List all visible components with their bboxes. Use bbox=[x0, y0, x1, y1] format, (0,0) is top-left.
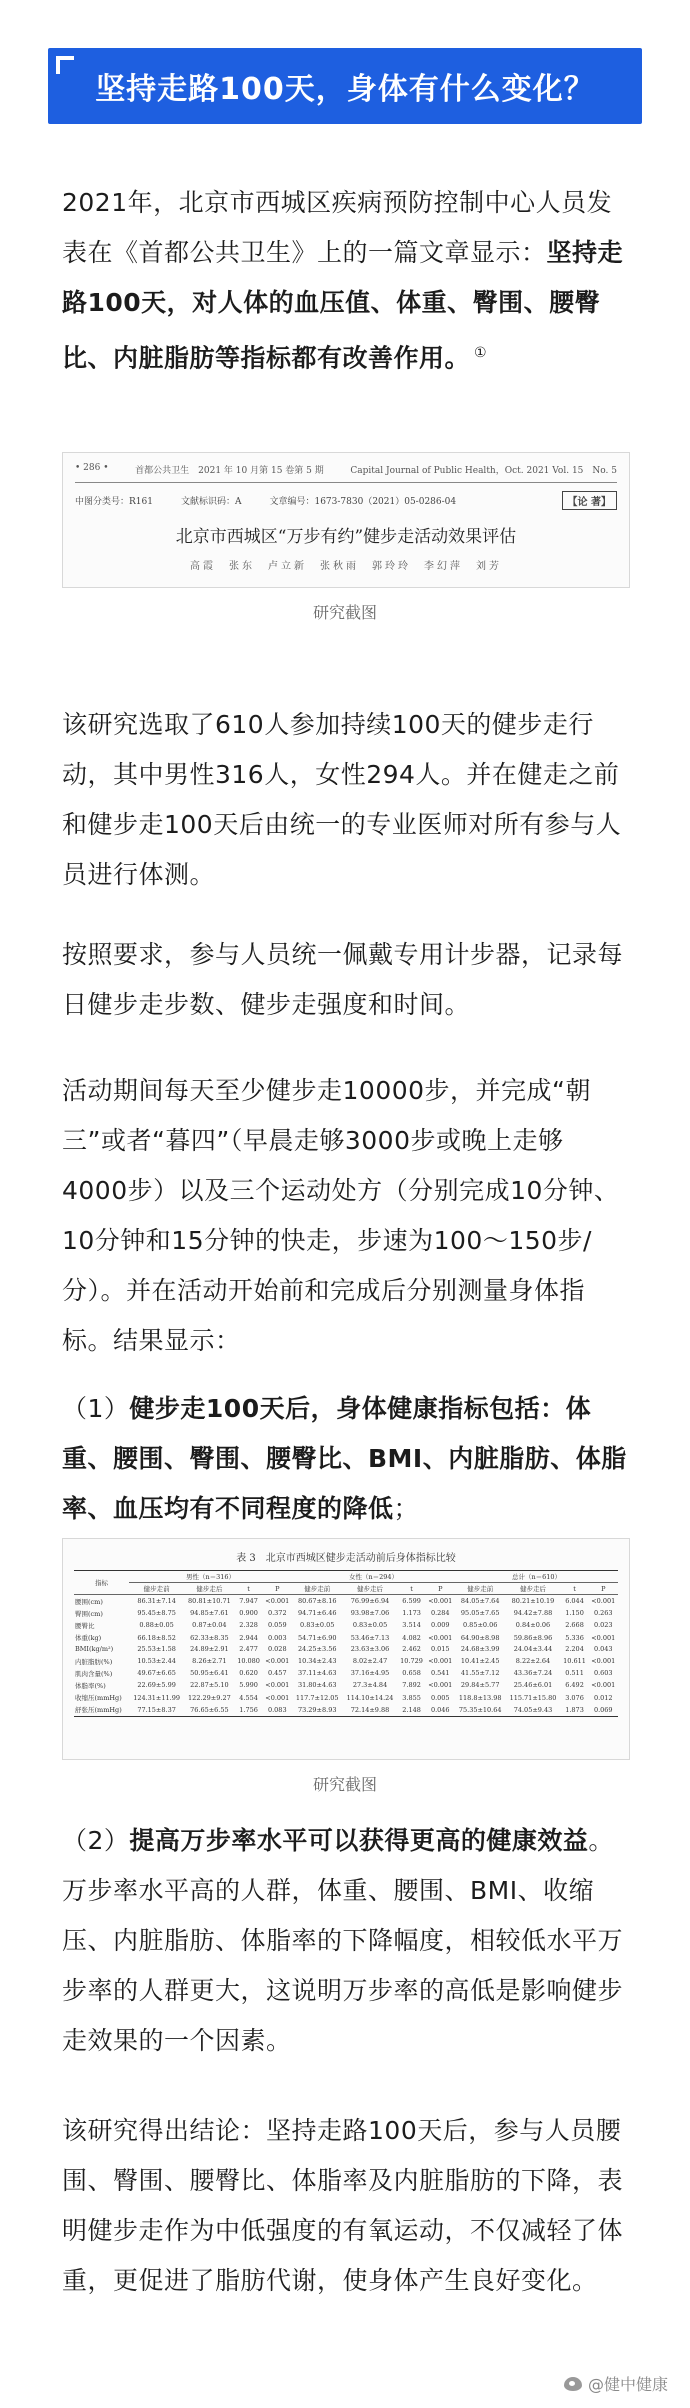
table-cell: <0.001 bbox=[428, 1597, 453, 1606]
table-cell: 25.46±6.01 bbox=[513, 1681, 553, 1690]
table-cell: 124.31±11.99 bbox=[133, 1693, 180, 1702]
table-cell: 59.86±8.96 bbox=[513, 1633, 553, 1642]
table-header-cell: 健步走前 bbox=[129, 1583, 184, 1595]
table-cell: 0.263 bbox=[593, 1609, 613, 1618]
table-cell: 0.005 bbox=[430, 1693, 450, 1702]
table-cell: 24.04±3.44 bbox=[513, 1645, 553, 1654]
table-cell: 10.729 bbox=[400, 1657, 423, 1666]
table-cell: 41.55±7.12 bbox=[460, 1669, 500, 1678]
table-cell: 0.003 bbox=[267, 1633, 287, 1642]
result-2-number: （2） bbox=[62, 1826, 130, 1855]
table-cell: 10.34±2.43 bbox=[297, 1657, 337, 1666]
table-cell: 0.028 bbox=[267, 1645, 287, 1654]
table-cell: 80.81±10.71 bbox=[188, 1597, 231, 1606]
table-cell: 0.284 bbox=[430, 1609, 450, 1618]
table-row-label: 收缩压(mmHg) bbox=[75, 1694, 122, 1703]
table-caption: 表 3 北京市西城区健步走活动前后身体指标比较 bbox=[236, 1553, 456, 1564]
table-cell: 10.53±2.44 bbox=[137, 1657, 176, 1666]
table-cell: 2.328 bbox=[239, 1621, 258, 1630]
table-cell: 1.756 bbox=[235, 1704, 263, 1717]
table-cell: 8.26±2.71 bbox=[192, 1657, 227, 1666]
table-group-header: 总计（n＝610） bbox=[455, 1571, 618, 1583]
table-cell: 4.554 bbox=[239, 1693, 258, 1702]
table-row-label: 内脏脂肪(%) bbox=[75, 1657, 113, 1666]
table-cell: 94.42±7.88 bbox=[513, 1609, 553, 1618]
table-cell: 0.009 bbox=[430, 1621, 450, 1630]
table-row bbox=[74, 1619, 618, 1631]
table-cell: 24.68±3.99 bbox=[460, 1645, 500, 1654]
table-cell: 74.05±9.43 bbox=[505, 1704, 560, 1717]
table-cell: 1.173 bbox=[402, 1609, 421, 1618]
table-cell: 86.31±7.14 bbox=[137, 1597, 176, 1606]
table-header-cell: 健步走前 bbox=[455, 1583, 505, 1595]
table-cell: 0.658 bbox=[402, 1669, 421, 1678]
study-paragraph: 该研究选取了610人参加持续100天的健步走行动，其中男性316人，女性294人。并在健走之前和健步走100天后由统一的专业医师对所有参与人员进行体测。 bbox=[62, 710, 622, 889]
table-cell: 3.514 bbox=[402, 1621, 421, 1630]
table-cell: 0.023 bbox=[593, 1621, 613, 1630]
table-row-label: 腰围(cm) bbox=[75, 1597, 103, 1606]
table-row bbox=[74, 1667, 618, 1679]
table-cell: 72.14±9.88 bbox=[342, 1704, 397, 1717]
result-1-paragraph bbox=[62, 1384, 628, 1534]
table-cell: 0.457 bbox=[267, 1669, 287, 1678]
table-cell: 50.95±6.41 bbox=[190, 1669, 229, 1678]
table-cell: 115.71±15.80 bbox=[509, 1693, 557, 1702]
table-cell: <0.001 bbox=[428, 1657, 453, 1666]
table-cell: 37.16±4.95 bbox=[350, 1669, 390, 1678]
table-cell: 2.944 bbox=[239, 1633, 258, 1642]
table-cell: 8.02±2.47 bbox=[352, 1657, 388, 1666]
table-cell: 3.855 bbox=[402, 1693, 421, 1702]
table-row-label: BMI(kg/m²) bbox=[75, 1645, 114, 1654]
table-group-header: 男性（n＝316） bbox=[129, 1571, 292, 1583]
paper-authors: 高霞 张东 卢立新 张秋雨 郭玲玲 李幻萍 刘芳 bbox=[190, 561, 502, 572]
figure-caption-1: 研究截图 bbox=[312, 603, 377, 622]
table-cell: 95.05±7.65 bbox=[460, 1609, 500, 1618]
table-cell: 5.336 bbox=[565, 1633, 584, 1642]
table-cell: <0.001 bbox=[591, 1633, 616, 1642]
table-row bbox=[74, 1595, 618, 1608]
table-header-cell: P bbox=[426, 1583, 455, 1595]
table-cell: 93.98±7.06 bbox=[350, 1609, 390, 1618]
table-cell: 94.85±7.61 bbox=[190, 1609, 229, 1618]
intro-bold-text: 坚持走路100天，对人体的血压值、体重、臀围、腰臀比、内脏脂肪等指标都有改善作用。 bbox=[62, 238, 624, 373]
table-cell: 5.990 bbox=[239, 1681, 258, 1690]
table-cell: 0.069 bbox=[589, 1704, 619, 1717]
table-row bbox=[74, 1692, 618, 1704]
table-cell: 10.611 bbox=[563, 1657, 586, 1666]
table-cell: 0.603 bbox=[593, 1669, 613, 1678]
table-cell: <0.001 bbox=[428, 1633, 453, 1642]
table-cell: 49.67±6.65 bbox=[137, 1669, 176, 1678]
result-2-paragraph bbox=[62, 1816, 628, 2066]
table-cell: <0.001 bbox=[265, 1681, 290, 1690]
table-cell: <0.001 bbox=[265, 1693, 290, 1702]
table-cell: 0.83±0.05 bbox=[300, 1621, 335, 1630]
table-row bbox=[74, 1632, 618, 1644]
table-cell: 118.8±13.98 bbox=[458, 1693, 502, 1702]
intro-text: 2021年，北京市西城区疾病预防控制中心人员发表在《首都公共卫生》上的一篇文章显示： bbox=[62, 188, 613, 267]
table-cell: 37.11±4.63 bbox=[297, 1669, 337, 1678]
paper-article-number: 文章编号：1673-7830（2021）05-0286-04 bbox=[269, 497, 457, 507]
result-1-number: （1） bbox=[62, 1394, 130, 1423]
table-row-label: 肌肉含量(%) bbox=[75, 1669, 113, 1678]
table-cell: 0.84±0.06 bbox=[515, 1621, 551, 1630]
table-row bbox=[74, 1607, 618, 1619]
paper-journal-cn: 首都公共卫生 2021 年 10 月第 15 卷第 5 期 bbox=[135, 466, 324, 476]
table-cell: 7.947 bbox=[239, 1597, 258, 1606]
table-row bbox=[74, 1679, 618, 1691]
table-cell: 94.71±6.46 bbox=[297, 1609, 337, 1618]
table-cell: 1.150 bbox=[565, 1609, 584, 1618]
table-cell: 3.076 bbox=[565, 1693, 584, 1702]
table-cell: 1.873 bbox=[561, 1704, 589, 1717]
table-cell: 24.89±2.91 bbox=[190, 1645, 229, 1654]
table-cell: 117.7±12.05 bbox=[295, 1693, 339, 1702]
table-cell: 10.41±2.45 bbox=[460, 1657, 500, 1666]
paper-page-number: • 286 • bbox=[75, 463, 109, 473]
watermark-text: @健中健康 bbox=[587, 2375, 668, 2394]
table-cell: 10.080 bbox=[237, 1657, 260, 1666]
table-cell: 54.71±6.90 bbox=[297, 1633, 337, 1642]
result-2-text: 。万步率水平高的人群，体重、腰围、BMI、收缩压、内脏脂肪、体脂率的下降幅度，相较低水平万步率的人群更大，这说明万步率的高低是影响健步走效果的一个因素。 bbox=[62, 1826, 624, 2055]
table-cell: 0.059 bbox=[267, 1621, 287, 1630]
table-cell: 66.18±8.52 bbox=[137, 1633, 176, 1642]
table-cell: 2.462 bbox=[402, 1645, 421, 1654]
table-cell: 29.84±5.77 bbox=[460, 1681, 500, 1690]
table-header-cell: 指标 bbox=[74, 1571, 129, 1595]
footnote-marker: ① bbox=[474, 345, 488, 361]
result-1-bold: 健步走100天后，身体健康指标包括：体重、腰围、臀围、腰臀比、BMI、内脏脂肪、体脂率、血压均有不同程度的降低 bbox=[62, 1394, 627, 1523]
table-cell: 31.80±4.63 bbox=[297, 1681, 337, 1690]
intro-paragraph bbox=[62, 178, 628, 383]
table-cell: 22.87±5.10 bbox=[190, 1681, 229, 1690]
table-cell: 64.90±8.98 bbox=[460, 1633, 500, 1642]
table-cell: 2.477 bbox=[239, 1645, 258, 1654]
table-header-cell: t bbox=[561, 1583, 589, 1595]
table-subheader-row bbox=[74, 1583, 618, 1595]
table-cell: <0.001 bbox=[591, 1657, 616, 1666]
table-screenshot bbox=[62, 1538, 630, 1760]
table-cell: 8.22±2.64 bbox=[515, 1657, 551, 1666]
table-header-cell: P bbox=[589, 1583, 619, 1595]
table-cell: 27.3±4.84 bbox=[352, 1681, 388, 1690]
table-cell: 0.046 bbox=[426, 1704, 455, 1717]
paper-class-code: 中图分类号：R161 bbox=[75, 497, 153, 507]
table-header-cell: P bbox=[263, 1583, 292, 1595]
conclusion-paragraph: 该研究得出结论：坚持走路100天后，参与人员腰围、臀围、腰臀比、体脂率及内脏脂肪的下降，表明健步走作为中低强度的有氧运动，不仅减轻了体重，更促进了脂肪代谢，使身体产生良好变化。 bbox=[62, 2116, 624, 2295]
table-cell: 0.87±0.04 bbox=[192, 1621, 227, 1630]
table-cell: 76.99±6.94 bbox=[350, 1597, 390, 1606]
table-cell: 25.53±1.58 bbox=[137, 1645, 176, 1654]
paper-tag: 【论 著】 bbox=[562, 491, 617, 510]
table-cell: 2.204 bbox=[565, 1645, 584, 1654]
figure-caption-2: 研究截图 bbox=[312, 1775, 377, 1794]
table-cell: 122.29±9.27 bbox=[188, 1693, 231, 1702]
table-group-row bbox=[74, 1571, 618, 1583]
table-cell: 6.599 bbox=[402, 1597, 421, 1606]
table-cell: 2.148 bbox=[398, 1704, 426, 1717]
paper-title: 北京市西城区“万步有约”健步走活动效果评估 bbox=[175, 527, 517, 547]
table-cell: 6.044 bbox=[565, 1597, 584, 1606]
table-header-cell: 健步走后 bbox=[342, 1583, 397, 1595]
table-row-label: 体脂率(%) bbox=[75, 1681, 106, 1690]
table-cell: 0.85±0.06 bbox=[462, 1621, 498, 1630]
weibo-icon bbox=[564, 2377, 582, 2391]
table-cell: 0.900 bbox=[239, 1609, 258, 1618]
paper-meta bbox=[63, 483, 629, 510]
table-cell: 0.88±0.05 bbox=[139, 1621, 174, 1630]
table-header-cell: t bbox=[235, 1583, 263, 1595]
table-cell: 0.372 bbox=[267, 1609, 287, 1618]
table-row bbox=[74, 1704, 618, 1717]
table-cell: 76.65±6.55 bbox=[184, 1704, 234, 1717]
table-cell: 95.45±8.75 bbox=[137, 1609, 176, 1618]
table-cell: 80.67±8.16 bbox=[297, 1597, 337, 1606]
table-header-cell: 健步走后 bbox=[505, 1583, 560, 1595]
table-cell: <0.001 bbox=[428, 1681, 453, 1690]
body-metrics-table bbox=[74, 1570, 618, 1717]
table-header-cell: 健步走前 bbox=[292, 1583, 342, 1595]
table-cell: 6.492 bbox=[565, 1681, 584, 1690]
paper-screenshot bbox=[62, 452, 630, 588]
table-row-label: 体重(kg) bbox=[75, 1634, 102, 1643]
table-cell: 73.29±8.93 bbox=[292, 1704, 342, 1717]
table-cell: 0.83±0.05 bbox=[352, 1621, 388, 1630]
table-cell: 22.69±5.99 bbox=[137, 1681, 176, 1690]
table-body bbox=[74, 1595, 618, 1717]
table-cell: <0.001 bbox=[591, 1597, 616, 1606]
table-header-cell: t bbox=[398, 1583, 426, 1595]
table-cell: 0.015 bbox=[430, 1645, 450, 1654]
table-cell: 53.46±7.13 bbox=[350, 1633, 390, 1642]
article-title: 坚持走路100天，身体有什么变化？ bbox=[95, 72, 595, 107]
activity-paragraph: 活动期间每天至少健步走10000步，并完成“朝三”或者“暮四”（早晨走够3000步或晚上走够4000步）以及三个运动处方（分别完成10分钟、10分钟和15分钟的快走，步速为100～150步/分）。并在活动开始前和完成后分别测量身体指标。结果显示： bbox=[62, 1076, 620, 1355]
table-row bbox=[74, 1655, 618, 1667]
table-cell: 4.082 bbox=[402, 1633, 421, 1642]
table-cell: 23.63±3.06 bbox=[350, 1645, 390, 1654]
table-row-label: 舒张压(mmHg) bbox=[74, 1704, 129, 1717]
table-cell: 0.511 bbox=[565, 1669, 584, 1678]
table-cell: 77.15±8.37 bbox=[129, 1704, 184, 1717]
table-cell: <0.001 bbox=[265, 1657, 290, 1666]
watermark bbox=[564, 2372, 668, 2395]
result-1-tail: ； bbox=[393, 1494, 420, 1523]
result-2-bold: 提高万步率水平可以获得更高的健康效益 bbox=[129, 1826, 589, 1855]
method-paragraph: 按照要求，参与人员统一佩戴专用计步器，记录每日健步走步数、健步走强度和时间。 bbox=[62, 940, 624, 1019]
table-cell: 114.10±14.24 bbox=[346, 1693, 394, 1702]
table-cell: 0.012 bbox=[593, 1693, 613, 1702]
table-cell: 62.33±8.35 bbox=[190, 1633, 229, 1642]
paper-journal-en: Capital Journal of Public Health，Oct. 2021 Vol. 15 No. 5 bbox=[350, 466, 617, 476]
table-cell: 80.21±10.19 bbox=[511, 1597, 555, 1606]
header-banner bbox=[48, 48, 642, 124]
table-group-header: 女性（n＝294） bbox=[292, 1571, 455, 1583]
table-cell: <0.001 bbox=[591, 1681, 616, 1690]
table-cell: 2.668 bbox=[565, 1621, 584, 1630]
table-cell: 43.36±7.24 bbox=[513, 1669, 553, 1678]
table-row-label: 臀围(cm) bbox=[75, 1609, 103, 1618]
table-cell: 0.083 bbox=[263, 1704, 292, 1717]
table-cell: 84.05±7.64 bbox=[460, 1597, 500, 1606]
table-cell: <0.001 bbox=[265, 1597, 290, 1606]
table-row bbox=[74, 1644, 618, 1655]
table-cell: 0.541 bbox=[430, 1669, 450, 1678]
paper-running-header bbox=[63, 453, 629, 476]
table-cell: 24.25±3.56 bbox=[297, 1645, 337, 1654]
paper-doc-code: 文献标识码：A bbox=[180, 497, 242, 507]
table-row-label: 腰臀比 bbox=[75, 1621, 95, 1630]
table-cell: 0.043 bbox=[593, 1645, 613, 1654]
table-cell: 0.620 bbox=[239, 1669, 258, 1678]
table-cell: 7.892 bbox=[402, 1681, 421, 1690]
table-cell: 75.35±10.64 bbox=[455, 1704, 505, 1717]
table-header-cell: 健步走后 bbox=[184, 1583, 234, 1595]
